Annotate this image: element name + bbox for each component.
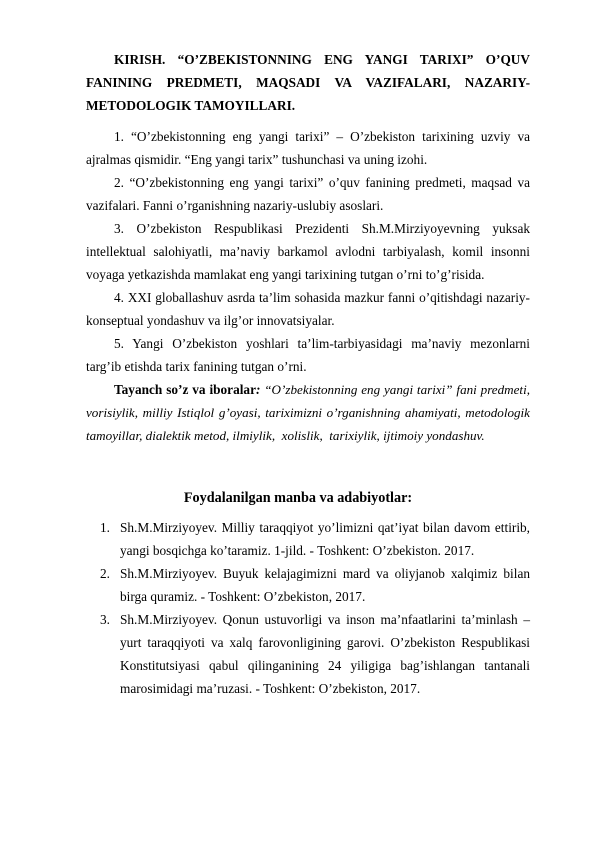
keywords-text: “O’zbekistonning eng yangi tarixi” fani predmeti, vorisiylik, milliy Istiqlol g’oyasi, tariximizni o’rganishning ahamiyati, metodologik tamoyillar, dialektik metod, ilmiylik, xolislik, tarixiylik, ijtimoiy yondashuv. bbox=[86, 382, 530, 443]
topic-paragraph-1: 1. “O’zbekistonning eng yangi tarixi” – O’zbekiston tarixining uzviy va ajralmas qismidir. “Eng yangi tarix” tushunchasi va uning izohi. bbox=[86, 129, 530, 167]
references-list bbox=[86, 516, 530, 700]
reference-item-2 bbox=[86, 562, 530, 608]
reference-text: Sh.M.Mirziyoyev. Qonun ustuvorligi va inson ma’nfaatlarini ta’minlash – yurt taraqqiyoti va xalq farovonligining garovi. O’zbekiston Respublikasi Konstitutsiyasi qabul qilinganining 24 yiligiga bag’ishlangan tantanali marosimidagi ma’ruzasi. - Toshkent: O’zbekiston, 2017. bbox=[120, 612, 530, 696]
keywords-colon: : bbox=[255, 382, 261, 397]
topic-paragraph-3: 3. O’zbekiston Respublikasi Prezidenti Sh.M.Mirziyoyevning yuksak intellektual salohiyatli, ma’naviy barkamol avlodni tarbiyalash, komil insonni voyaga yetkazishda mamlakat eng yangi tarixining tutgan o’rni to’g’risida. bbox=[86, 221, 530, 282]
topic-paragraph-4: 4. XXI globallashuv asrda ta’lim sohasida mazkur fanni o’qitishdagi nazariy-konseptual yondashuv va ilg’or innovatsiyalar. bbox=[86, 290, 530, 328]
section-title: KIRISH. “O’ZBEKISTONNING ENG YANGI TARIXI” O’QUV FANINING PREDMETI, MAQSADI VA VAZIFALARI, NAZARIY-METODOLOGIK TAMOYILLARI. bbox=[86, 52, 530, 113]
reference-item-3 bbox=[86, 608, 530, 700]
reference-item-1 bbox=[86, 516, 530, 562]
topics-list bbox=[86, 125, 530, 447]
keywords-paragraph bbox=[86, 378, 530, 447]
keywords-label: Tayanch so’z va iboralar bbox=[114, 382, 256, 397]
reference-number: 1. bbox=[100, 520, 110, 535]
reference-number: 3. bbox=[100, 612, 110, 627]
reference-text: Sh.M.Mirziyoyev. Milliy taraqqiyot yo’limizni qat’iyat bilan davom ettirib, yangi bosqichga ko’taramiz. 1-jild. - Toshkent: O’zbekiston. 2017. bbox=[120, 520, 530, 558]
reference-text: Sh.M.Mirziyoyev. Buyuk kelajagimizni mard va oliyjanob xalqimiz bilan birga quramiz. - Toshkent: O’zbekiston, 2017. bbox=[120, 566, 530, 604]
topic-paragraph-2: 2. “O’zbekistonning eng yangi tarixi” o’quv fanining predmeti, maqsad va vazifalari. Fanni o’rganishning nazariy-uslubiy asoslari. bbox=[86, 175, 530, 213]
reference-number: 2. bbox=[100, 566, 110, 581]
references-heading: Foydalanilgan manba va adabiyotlar: bbox=[183, 490, 413, 506]
topic-paragraph-5: 5. Yangi O’zbekiston yoshlari ta’lim-tarbiyasidagi ma’naviy mezonlarni targ’ib etishda tarix fanining tutgan o’rni. bbox=[86, 336, 530, 374]
